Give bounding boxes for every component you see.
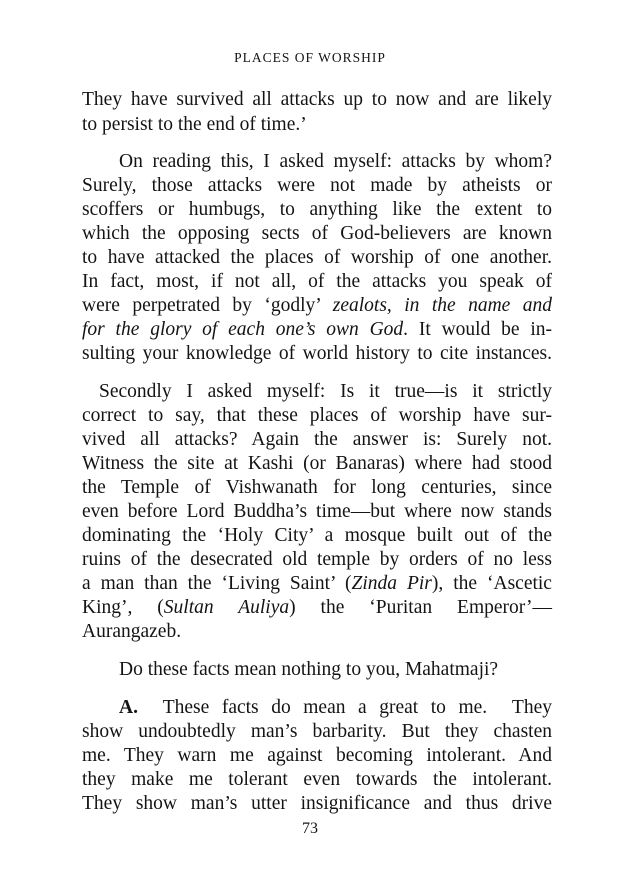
text-line: Do these facts mean nothing to you, Mahatmaji? bbox=[119, 659, 499, 680]
text-line bbox=[119, 696, 552, 720]
text-span: were perpetrated by ‘godly’ bbox=[82, 295, 333, 316]
text-line: Surely, those attacks were not made by atheists or bbox=[82, 175, 552, 196]
text-line bbox=[82, 318, 552, 342]
text-line bbox=[82, 572, 552, 596]
text-line: to persist to the end of time.’ bbox=[82, 114, 307, 135]
text-line: vived all attacks? Again the answer is: Surely not. bbox=[82, 429, 552, 450]
text-line: me. They warn me against becoming intolerant. And bbox=[82, 745, 552, 766]
text-line: Secondly I asked myself: Is it true—is it strictly bbox=[99, 381, 552, 402]
text-span: a man than the ‘Living Saint’ ( bbox=[82, 573, 352, 594]
text-line: show undoubtedly man’s barbarity. But they chasten bbox=[82, 721, 552, 742]
page-number: 73 bbox=[302, 820, 318, 837]
italic-text: Zinda Pir bbox=[351, 573, 432, 594]
italic-text: zealots, in the name and bbox=[332, 295, 552, 316]
text-line: they make me tolerant even towards the intolerant. bbox=[82, 769, 552, 790]
italic-text: for the glory of each one’s own God bbox=[82, 319, 404, 340]
text-span: ) the ‘Puritan Emperor’— bbox=[289, 597, 552, 618]
text-line bbox=[82, 596, 552, 620]
text-line: which the opposing sects of God-believers are known bbox=[82, 223, 552, 244]
text-line: sulting your knowledge of world history to cite instances. bbox=[82, 343, 552, 364]
text-line: They have survived all attacks up to now and are likely bbox=[82, 89, 552, 110]
text-line: the Temple of Vishwanath for long centuries, since bbox=[82, 477, 552, 498]
text-line: correct to say, that these places of worship have sur- bbox=[82, 405, 552, 426]
text-line: ruins of the desecrated old temple by orders of no less bbox=[82, 549, 552, 570]
text-span: King’, ( bbox=[82, 597, 164, 618]
text-line: They show man’s utter insignificance and thus drive bbox=[82, 793, 552, 814]
text-line: On reading this, I asked myself: attacks by whom? bbox=[119, 151, 552, 172]
text-line: to have attacked the places of worship of one another. bbox=[82, 247, 552, 268]
text-span: These facts do mean a great to me. They bbox=[137, 697, 552, 718]
running-header: PLACES OF WORSHIP bbox=[234, 50, 386, 65]
text-line: even before Lord Buddha’s time—but where now stands bbox=[82, 501, 552, 522]
text-line: scoffers or humbugs, to anything like the extent to bbox=[82, 199, 552, 220]
bold-text: A. bbox=[119, 697, 138, 718]
text-line bbox=[82, 294, 552, 318]
text-line: Aurangazeb. bbox=[82, 621, 182, 642]
text-line: In fact, most, if not all, of the attacks you speak of bbox=[82, 271, 552, 292]
text-span: . It would be in- bbox=[403, 319, 552, 340]
italic-text: Sultan Auliya bbox=[163, 597, 290, 618]
text-line: Witness the site at Kashi (or Banaras) where had stood bbox=[82, 453, 552, 474]
text-span: ), the ‘Ascetic bbox=[431, 573, 552, 594]
text-line: dominating the ‘Holy City’ a mosque built out of the bbox=[82, 525, 552, 546]
